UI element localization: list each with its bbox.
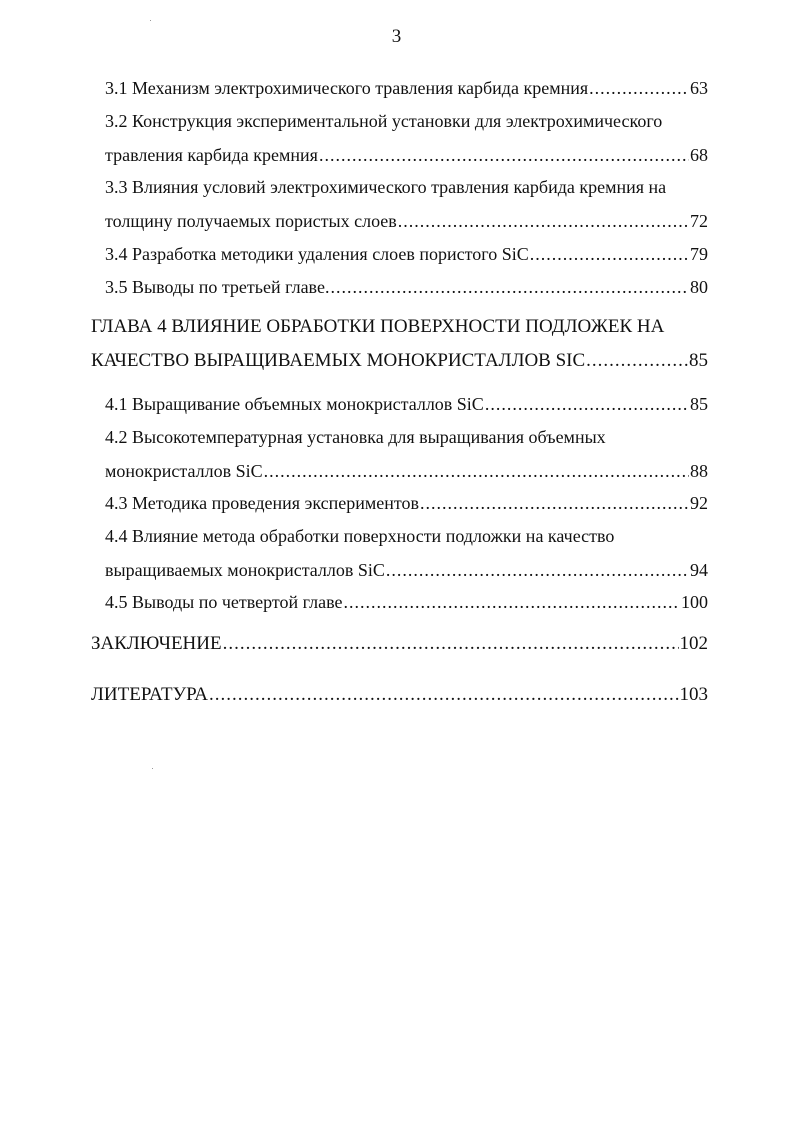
toc-leader-dots <box>420 492 689 514</box>
scan-speck <box>150 20 151 21</box>
toc-entry-3-2[interactable] <box>105 110 708 166</box>
toc-leader-dots <box>586 350 688 372</box>
toc-entry-title: ЛИТЕРАТУРА <box>91 684 208 705</box>
toc-entry-page: 100 <box>681 592 708 612</box>
toc-entry-page: 79 <box>690 244 708 264</box>
toc-entry-4-2[interactable] <box>105 426 708 482</box>
toc-entry-3-1[interactable] <box>105 77 708 99</box>
toc-leader-dots <box>485 393 689 415</box>
toc-entry-title: выращиваемых монокристаллов SiC <box>105 560 385 580</box>
toc-entry-chapter-4[interactable] <box>91 316 708 372</box>
toc-entry-title: 4.1 Выращивание объемных монокристаллов SiC <box>105 394 484 414</box>
toc-entry-title: травления карбида кремния <box>105 145 318 165</box>
page-number: 3 <box>391 26 402 47</box>
toc-entry-4-3[interactable] <box>105 492 708 514</box>
scan-speck <box>152 768 153 769</box>
toc-leader-dots <box>530 243 689 265</box>
toc-entry-4-5[interactable] <box>105 591 708 613</box>
toc-entry-title-line1: ГЛАВА 4 ВЛИЯНИЕ ОБРАБОТКИ ПОВЕРХНОСТИ ПОДЛОЖЕК НА <box>91 316 665 337</box>
toc-leader-dots <box>386 559 689 581</box>
toc-entry-page: 103 <box>679 684 708 705</box>
toc-entry-title: монокристаллов SiC <box>105 461 263 481</box>
toc-leader-dots <box>264 460 689 482</box>
toc-entry-title: 3.5 Выводы по третьей главе. <box>105 277 330 297</box>
toc-entry-page: 102 <box>679 633 708 654</box>
toc-entry-3-4[interactable] <box>105 243 708 265</box>
toc-leader-dots <box>209 684 679 706</box>
toc-entry-4-1[interactable] <box>105 393 708 415</box>
toc-leader-dots <box>223 633 679 655</box>
toc-entry-title-line1: 4.4 Влияние метода обработки поверхности подложки на качество <box>105 526 615 546</box>
toc-leader-dots <box>343 591 680 613</box>
toc-entry-page: 92 <box>690 493 708 513</box>
toc-entry-literature[interactable] <box>91 684 708 706</box>
toc-leader-dots <box>589 77 689 99</box>
toc-entry-3-3[interactable] <box>105 176 708 232</box>
toc-leader-dots <box>330 276 689 298</box>
toc-entry-conclusion[interactable] <box>91 633 708 655</box>
toc-entry-page: 63 <box>690 78 708 98</box>
toc-entry-title: 4.5 Выводы по четвертой главе <box>105 592 343 612</box>
toc-leader-dots <box>398 210 689 232</box>
toc-entry-page: 85 <box>689 350 708 371</box>
toc-entry-page: 85 <box>690 394 708 414</box>
toc-entry-page: 68 <box>690 145 708 165</box>
toc-entry-3-5[interactable] <box>105 276 708 298</box>
toc-entry-title: 3.1 Механизм электрохимического травления карбида кремния <box>105 78 589 98</box>
toc-entry-title: 4.3 Методика проведения экспериментов <box>105 493 419 513</box>
toc-entry-title-line1: 3.2 Конструкция экспериментальной установки для электрохимического <box>105 111 663 131</box>
toc-entry-title: КАЧЕСТВО ВЫРАЩИВАЕМЫХ МОНОКРИСТАЛЛОВ SIC <box>91 350 586 371</box>
toc-entry-title-line1: 4.2 Высокотемпературная установка для выращивания объемных <box>105 427 606 447</box>
toc-entry-4-4[interactable] <box>105 525 708 581</box>
toc-leader-dots <box>319 144 689 166</box>
toc-entry-title: толщину получаемых пористых слоев <box>105 211 397 231</box>
toc-entry-title-line1: 3.3 Влияния условий электрохимического травления карбида кремния на <box>105 177 667 197</box>
toc-entry-title: ЗАКЛЮЧЕНИЕ <box>91 633 222 654</box>
toc-entry-page: 88 <box>690 461 708 481</box>
toc-entry-title: 3.4 Разработка методики удаления слоев пористого SiC <box>105 244 529 264</box>
toc-entry-page: 94 <box>690 560 708 580</box>
toc-entry-page: 72 <box>690 211 708 231</box>
toc-entry-page: 80 <box>690 277 708 297</box>
